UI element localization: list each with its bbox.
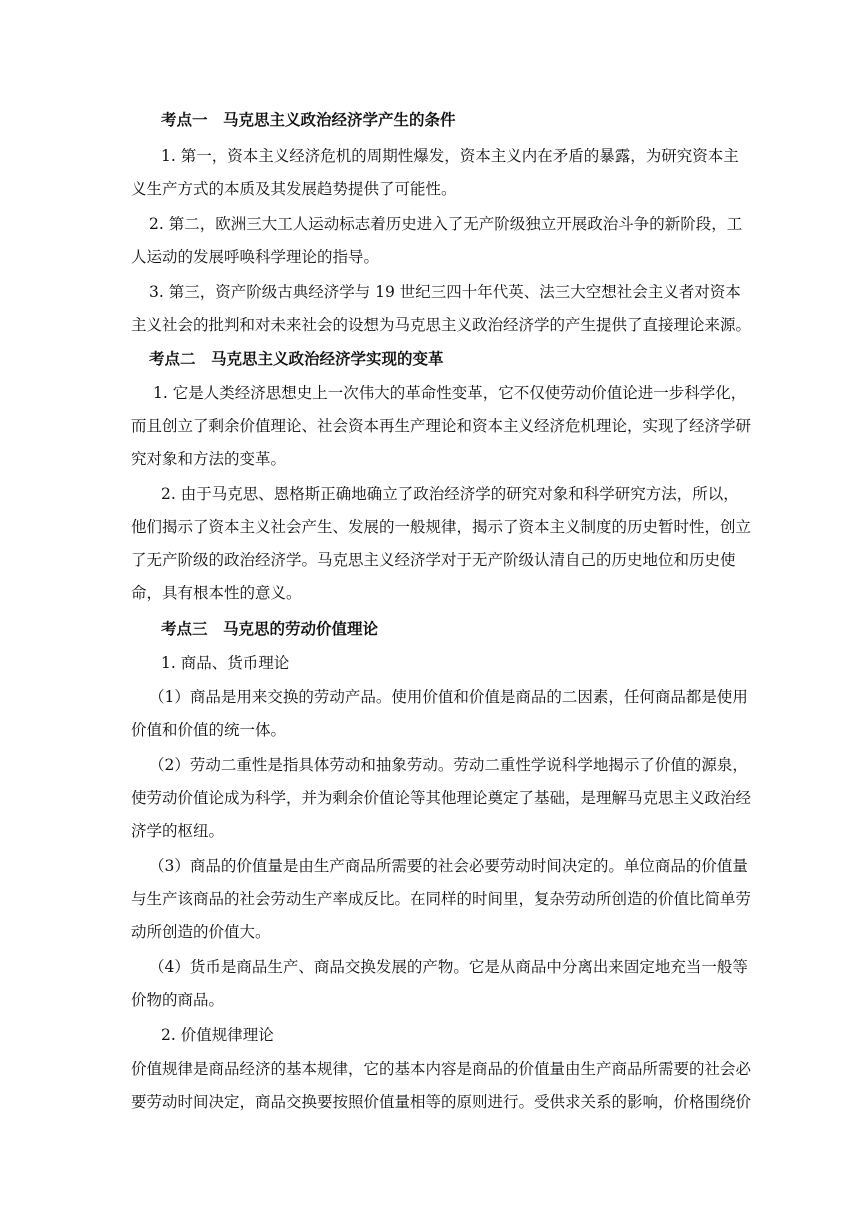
paragraph-line: 2. 价值规律理论	[161, 1026, 274, 1044]
paragraph-line: （2）劳动二重性是指具体劳动和抽象劳动。劳动二重性学说科学地揭示了价值的源泉，	[149, 756, 748, 774]
section-heading-1: 考点一 马克思主义政治经济学产生的条件	[161, 110, 456, 129]
paragraph-line: 他们揭示了资本主义社会产生、发展的一般规律，揭示了资本主义制度的历史暂时性，创立	[131, 518, 752, 536]
paragraph-line: 1. 它是人类经济思想史上一次伟大的革命性变革，它不仅使劳动价值论进一步科学化，	[153, 384, 747, 402]
paragraph-line: 1. 第一，资本主义经济危机的周期性爆发，资本主义内在矛盾的暴露，为研究资本主	[161, 147, 739, 165]
paragraph-line: 与生产该商品的社会劳动生产率成反比。在同样的时间里，复杂劳动所创造的价值比简单劳	[131, 890, 752, 908]
paragraph-line: 价物的商品。	[131, 991, 225, 1009]
paragraph-line: 价值和价值的统一体。	[131, 721, 287, 739]
paragraph-line: 2. 第二，欧洲三大工人运动标志着历史进入了无产阶级独立开展政治斗争的新阶段，工	[149, 215, 743, 233]
paragraph-line: 命，具有根本性的意义。	[131, 584, 302, 602]
paragraph-line: 使劳动价值论成为科学，并为剩余价值论等其他理论奠定了基础，是理解马克思主义政治经	[131, 789, 752, 807]
paragraph-line: 而且创立了剩余价值理论、社会资本再生产理论和资本主义经济危机理论，实现了经济学研	[131, 417, 752, 435]
paragraph-line: （1）商品是用来交换的劳动产品。使用价值和价值是商品的二因素，任何商品都是使用	[149, 688, 748, 706]
paragraph-line: （4）货币是商品生产、商品交换发展的产物。它是从商品中分离出来固定地充当一般等	[149, 958, 748, 976]
paragraph-line: 价值规律是商品经济的基本规律，它的基本内容是商品的价值量由生产商品所需要的社会必	[131, 1060, 752, 1078]
section-heading-2: 考点二 马克思主义政治经济学实现的变革	[149, 349, 444, 368]
paragraph-line: 了无产阶级的政治经济学。马克思主义经济学对于无产阶级认清自己的历史地位和历史使	[131, 551, 736, 569]
paragraph-line: （3）商品的价值量是由生产商品所需要的社会必要劳动时间决定的。单位商品的价值量	[149, 857, 748, 875]
paragraph-line: 究对象和方法的变革。	[131, 450, 287, 468]
paragraph-line: 人运动的发展呼唤科学理论的指导。	[131, 248, 380, 266]
paragraph-line: 1. 商品、货币理论	[161, 654, 290, 672]
paragraph-line: 主义社会的批判和对未来社会的设想为马克思主义政治经济学的产生提供了直接理论来源。	[131, 316, 752, 334]
paragraph-line: 济学的枢纽。	[131, 822, 225, 840]
paragraph-line: 2. 由于马克思、恩格斯正确地确立了政治经济学的研究对象和科学研究方法，所以，	[161, 485, 739, 503]
paragraph-line: 义生产方式的本质及其发展趋势提供了可能性。	[131, 180, 457, 198]
section-heading-3: 考点三 马克思的劳动价值理论	[161, 619, 379, 638]
paragraph-line: 3. 第三，资产阶级古典经济学与 19 世纪三四十年代英、法三大空想社会主义者对资本	[149, 283, 741, 301]
paragraph-line: 动所创造的价值大。	[131, 923, 271, 941]
paragraph-line: 要劳动时间决定，商品交换要按照价值量相等的原则进行。受供求关系的影响，价格围绕价	[131, 1093, 752, 1111]
